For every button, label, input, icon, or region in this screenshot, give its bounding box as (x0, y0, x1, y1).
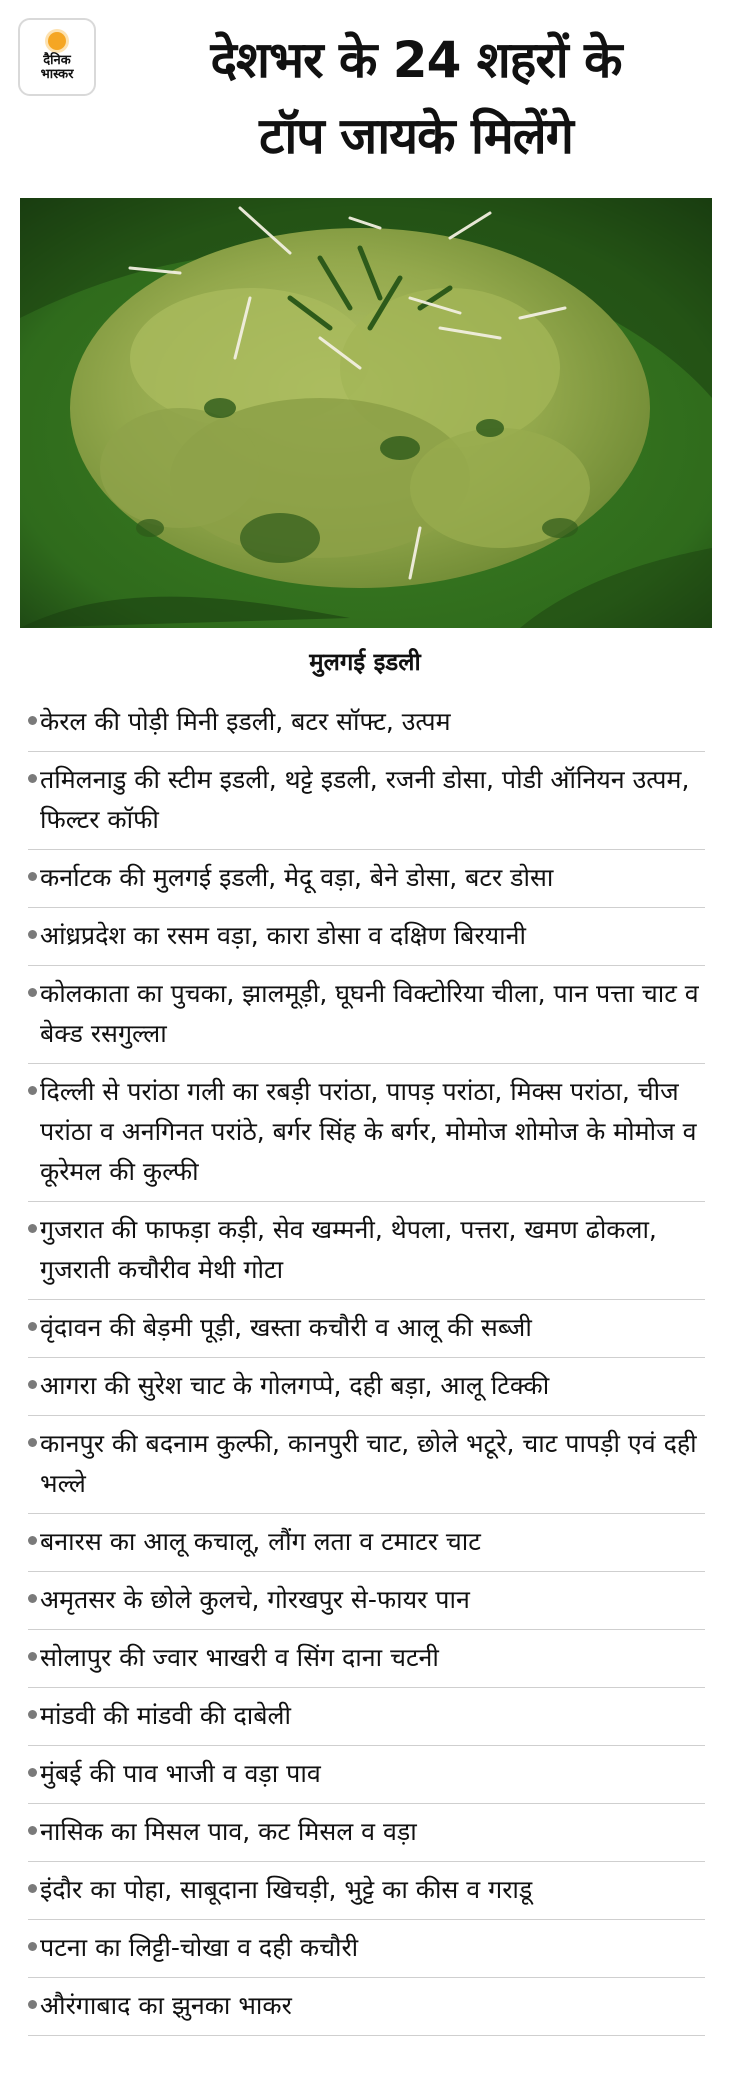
list-item-text: केरल की पोड़ी मिनी इडली, बटर सॉफ्ट, उत्पम (40, 707, 451, 736)
bullet-icon (28, 716, 37, 725)
list-item-text: कोलकाता का पुचका, झालमूड़ी, घूघनी विक्टोरिया चीला, पान पत्ता चाट व बेक्ड रसगुल्ला (40, 979, 699, 1048)
photo-caption: मुलगई इडली (309, 648, 421, 676)
bullet-icon (28, 930, 37, 939)
bullet-icon (28, 1652, 37, 1661)
bullet-icon (28, 1942, 37, 1951)
list-item-text: कर्नाटक की मुलगई इडली, मेदू वड़ा, बेने डोसा, बटर डोसा (40, 863, 554, 892)
page-title-line1: देशभर के 24 शहरों के (210, 31, 622, 89)
list-item-text: औरंगाबाद का झुनका भाकर (40, 1991, 292, 2020)
bullet-icon (28, 1536, 37, 1545)
bullet-icon (28, 872, 37, 881)
list-item (28, 1920, 705, 1978)
list-item-text: आगरा की सुरेश चाट के गोलगप्पे, दही बड़ा, आलू टिक्की (40, 1371, 550, 1400)
bullet-icon (28, 2000, 37, 2009)
list-item-text: इंदौर का पोहा, साबूदाना खिचड़ी, भुट्टे का कीस व गराडू (40, 1875, 533, 1904)
list-item (28, 1862, 705, 1920)
mulgai-idli-photo-icon (20, 198, 712, 628)
bullet-icon (28, 1710, 37, 1719)
list-item-text: वृंदावन की बेड़मी पूड़ी, खस्ता कचौरी व आलू की सब्जी (40, 1313, 532, 1342)
list-item (28, 1358, 705, 1416)
list-item (28, 1514, 705, 1572)
list-item-text: नासिक का मिसल पाव, कट मिसल व वड़ा (40, 1817, 417, 1846)
list-item (28, 1572, 705, 1630)
list-item (28, 694, 705, 752)
list-item (28, 1630, 705, 1688)
bullet-icon (28, 1380, 37, 1389)
list-item-text: सोलापुर की ज्वार भाखरी व सिंग दाना चटनी (40, 1643, 439, 1672)
list-item-text: अमृतसर के छोले कुलचे, गोरखपुर से-फायर पान (40, 1585, 470, 1614)
list-item (28, 1978, 705, 2036)
list-item-text: मुंबई की पाव भाजी व वड़ा पाव (40, 1759, 321, 1788)
list-item (28, 1688, 705, 1746)
list-item-text: तमिलनाडु की स्टीम इडली, थट्टे इडली, रजनी डोसा, पोडी ऑनियन उत्पम, फिल्टर कॉफी (40, 765, 690, 834)
bullet-icon (28, 1884, 37, 1893)
list-item (28, 752, 705, 850)
bullet-icon (28, 1322, 37, 1331)
list-item-text: मांडवी की मांडवी की दाबेली (40, 1701, 291, 1730)
bullet-icon (28, 1224, 37, 1233)
logo-text-line1: दैनिक (43, 53, 71, 68)
food-photo (20, 198, 712, 628)
list-item (28, 1064, 705, 1202)
bullet-icon (28, 1086, 37, 1095)
list-item-text: दिल्ली से परांठा गली का रबड़ी परांठा, पापड़ परांठा, मिक्स परांठा, चीज परांठा व अनगिनत परांठे, बर्गर सिंह के बर्गर, मोमोज शोमोज के मोमोज व कूरेमल की कुल्फी (40, 1077, 697, 1186)
dainik-bhaskar-logo[interactable] (18, 18, 96, 96)
list-item (28, 1300, 705, 1358)
logo-text-line2: भास्कर (40, 67, 74, 82)
list-item (28, 908, 705, 966)
sun-icon (48, 32, 66, 50)
bullet-icon (28, 1594, 37, 1603)
list-item-text: गुजरात की फाफड़ा कड़ी, सेव खम्मनी, थेपला, पत्तरा, खमण ढोकला, गुजराती कचौरीव मेथी गोटा (40, 1215, 657, 1284)
header (0, 0, 730, 195)
list-item (28, 850, 705, 908)
bullet-icon (28, 1768, 37, 1777)
bullet-icon (28, 1826, 37, 1835)
bullet-icon (28, 988, 37, 997)
list-item (28, 1202, 705, 1300)
page-title-line2: टॉप जायके मिलेंगे (259, 107, 573, 165)
page-title (110, 22, 722, 174)
list-item (28, 1416, 705, 1514)
food-list (28, 694, 705, 2036)
list-item-text: कानपुर की बदनाम कुल्फी, कानपुरी चाट, छोले भटूरे, चाट पापड़ी एवं दही भल्ले (40, 1429, 697, 1498)
list-item-text: बनारस का आलू कचालू, लौंग लता व टमाटर चाट (40, 1527, 481, 1556)
list-item (28, 1804, 705, 1862)
list-item (28, 1746, 705, 1804)
bullet-icon (28, 774, 37, 783)
bullet-icon (28, 1438, 37, 1447)
list-item-text: आंध्रप्रदेश का रसम वड़ा, कारा डोसा व दक्षिण बिरयानी (40, 921, 526, 950)
list-item (28, 966, 705, 1064)
list-item-text: पटना का लिट्टी-चोखा व दही कचौरी (40, 1933, 359, 1962)
